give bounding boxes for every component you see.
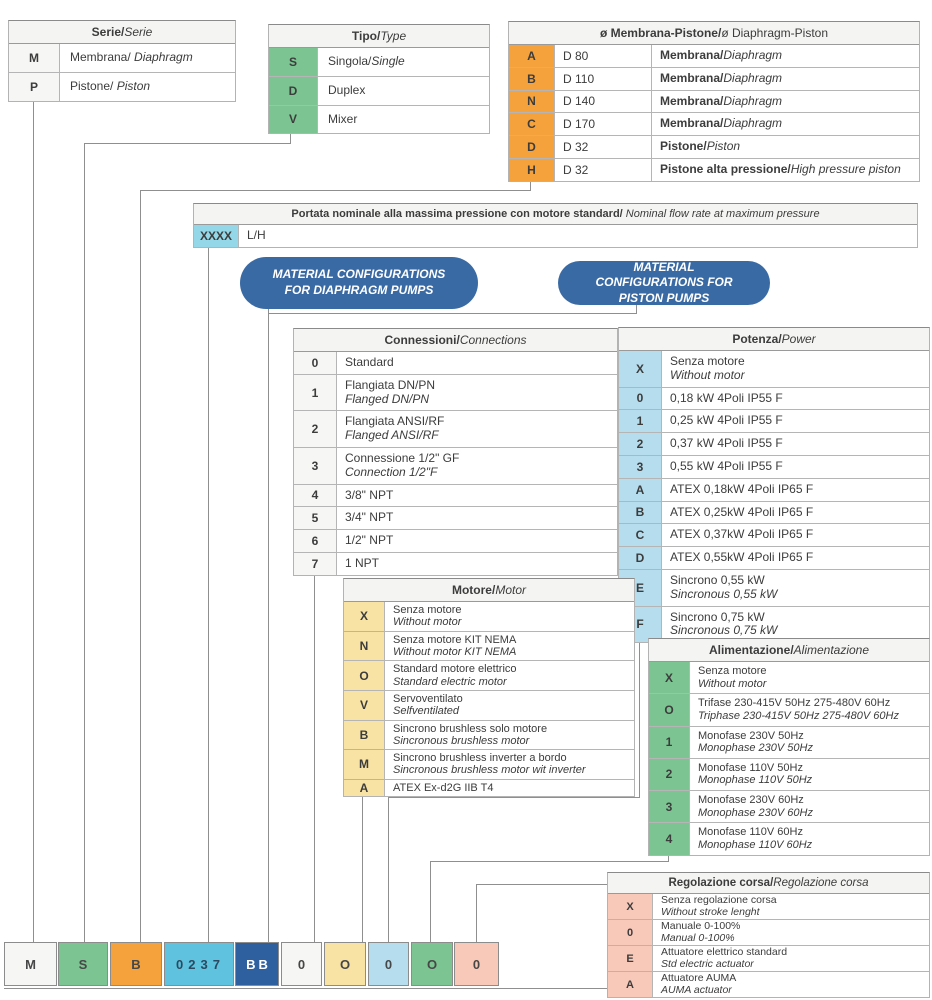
- table-row: [619, 387, 929, 410]
- table-membrana-pistone: [508, 21, 920, 182]
- code-letter-cell: C: [619, 524, 662, 546]
- row-description: Duplex: [328, 82, 366, 97]
- table-row: [608, 971, 929, 997]
- table-row: [294, 447, 617, 484]
- table-row: [509, 112, 919, 135]
- table-row: [649, 693, 929, 725]
- row-description: Membrana/Diaphragm: [660, 93, 783, 108]
- row-description: Membrana/Diaphragm: [660, 116, 783, 131]
- code-segment-value: M: [25, 956, 39, 972]
- table-title: ø Membrana-Pistone/ø Diaphragm-Piston: [509, 22, 919, 45]
- table-row: [344, 660, 634, 690]
- code-letter-cell: F: [619, 607, 662, 643]
- table-title: Regolazione corsa/Regolazione corsa: [608, 873, 929, 894]
- code-segment: [235, 942, 279, 986]
- code-letter-cell: N: [509, 91, 555, 113]
- code-letter-cell: E: [619, 570, 662, 606]
- code-letter-cell: D: [509, 136, 555, 158]
- table-row: [619, 501, 929, 524]
- code-letter-cell: 1: [294, 375, 337, 411]
- row-description: Monofase 230V 50Hz Monophase 230V 50Hz: [698, 729, 813, 755]
- code-letter-cell: 2: [619, 433, 662, 455]
- table-row: [509, 45, 919, 67]
- row-description: 1/2" NPT: [345, 533, 394, 548]
- row-description: Senza regolazione corsa Without stroke lenght: [661, 894, 777, 918]
- table-row: [269, 76, 489, 105]
- code-letter-cell: 6: [294, 530, 337, 552]
- code-letter-cell: O: [649, 694, 690, 725]
- table-row: [619, 455, 929, 478]
- table-row: [344, 779, 634, 796]
- table-row: [608, 894, 929, 919]
- row-description: ATEX 0,18kW 4Poli IP65 F: [670, 481, 814, 496]
- table-row: [509, 90, 919, 113]
- code-letter-cell: B: [619, 502, 662, 524]
- code-letter-cell: H: [509, 159, 555, 181]
- row-description: Pistone/ Piston: [70, 78, 151, 93]
- code-letter-cell: D: [269, 77, 318, 105]
- row-description: Sincrono 0,75 kW Sincronous 0,75 kW: [670, 609, 778, 638]
- code-segment-value: O: [339, 956, 354, 972]
- table-row: [649, 758, 929, 790]
- connector-potenza-jog: [388, 797, 640, 798]
- table-title: Motore/Motor: [344, 579, 634, 602]
- table-portata: [193, 203, 918, 248]
- row-description: Manuale 0-100% Manual 0-100%: [661, 920, 741, 944]
- table-row: [344, 602, 634, 631]
- table-title: Serie/Serie: [9, 21, 235, 44]
- table-alimentazione: [648, 638, 930, 856]
- code-letter-cell: A: [608, 972, 653, 997]
- table-row: [344, 631, 634, 661]
- diameter-cell: D 32: [555, 159, 652, 181]
- code-segment-value: S: [78, 956, 91, 972]
- connector-serie: [33, 96, 34, 942]
- code-letter-cell: A: [619, 479, 662, 501]
- table-row: [269, 105, 489, 134]
- table-row: [649, 726, 929, 758]
- code-letter-cell: A: [509, 45, 555, 67]
- code-segment-value: 0237: [176, 956, 225, 972]
- code-letter-cell: E: [608, 946, 653, 971]
- connector-material: [268, 313, 269, 942]
- table-regolazione-corsa: [607, 872, 930, 998]
- table-row: [9, 72, 235, 101]
- row-description: ATEX Ex-d2G IIB T4: [393, 781, 494, 794]
- code-letter-cell: 1: [649, 727, 690, 758]
- row-description: ATEX 0,25kW 4Poli IP65 F: [670, 504, 814, 519]
- material-config-piston-button: MATERIAL CONFIGURATIONS FOR PISTON PUMPS: [558, 261, 770, 305]
- connector-connessioni: [314, 565, 315, 942]
- code-letter-cell: 0: [619, 388, 662, 410]
- table-row: [294, 410, 617, 447]
- code-letter-cell: N: [344, 632, 385, 661]
- flow-unit-cell: L/H: [247, 228, 266, 242]
- table-potenza: [618, 327, 930, 643]
- table-row: [344, 720, 634, 750]
- code-letter-cell: 3: [649, 791, 690, 822]
- row-description: Membrana/ Diaphragm: [70, 50, 193, 64]
- connector-tipo: [84, 143, 85, 942]
- table-title: Tipo/Type: [269, 25, 489, 48]
- row-description: Attuatore AUMA AUMA actuator: [661, 972, 737, 996]
- connector-buttons-jog: [268, 313, 637, 314]
- table-row: [608, 919, 929, 945]
- code-segment-value: B: [131, 956, 144, 972]
- diameter-cell: D 110: [555, 68, 652, 90]
- code-segment-value: 0: [472, 956, 484, 972]
- table-row: [619, 606, 929, 643]
- code-letter-cell: 5: [294, 507, 337, 529]
- row-description: Monofase 110V 50Hz Monophase 110V 50Hz: [698, 761, 813, 787]
- code-letter-cell: 0: [608, 920, 653, 945]
- diameter-cell: D 170: [555, 113, 652, 135]
- table-tipo: [268, 24, 490, 134]
- table-row: [269, 48, 489, 76]
- code-letter-cell: X: [608, 894, 653, 919]
- table-row: [619, 546, 929, 569]
- table-row: [619, 478, 929, 501]
- row-description: Pistone alta pressione/High pressure piston: [660, 161, 901, 176]
- table-row: [619, 351, 929, 387]
- code-letter-cell: D: [619, 547, 662, 569]
- connector-portata: [208, 240, 209, 942]
- row-description: 1 NPT: [345, 555, 380, 570]
- row-description: Sincrono brushless inverter a bordo Sincronous brushless motor wit inverter: [393, 752, 586, 777]
- code-letter-cell: M: [344, 750, 385, 779]
- material-config-diaphragm-button: MATERIAL CONFIGURATIONS FOR DIAPHRAGM PUMPS: [240, 257, 478, 309]
- table-row: [294, 484, 617, 507]
- code-letter-cell: S: [269, 48, 318, 76]
- row-description: 3/4" NPT: [345, 510, 394, 525]
- code-letter-cell: XXXX: [194, 225, 239, 247]
- row-description: Membrana/Diaphragm: [660, 70, 783, 85]
- row-description: Sincrono brushless solo motore Sincronous brushless motor: [393, 722, 548, 747]
- table-title: Alimentazione/Alimentazione: [649, 639, 929, 662]
- row-description: Singola/Single: [328, 54, 405, 68]
- row-description: 0,37 kW 4Poli IP55 F: [670, 436, 783, 451]
- code-letter-cell: O: [344, 661, 385, 690]
- table-title: Potenza/Power: [619, 328, 929, 351]
- code-segment-value: BB: [246, 956, 271, 972]
- code-letter-cell: A: [344, 780, 385, 796]
- row-description: 0,55 kW 4Poli IP55 F: [670, 458, 783, 473]
- table-row: [344, 690, 634, 720]
- table-row: [649, 790, 929, 822]
- code-segment: [454, 942, 499, 986]
- code-letter-cell: V: [344, 691, 385, 720]
- row-description: Pistone/Piston: [660, 139, 741, 154]
- table-row: [509, 67, 919, 90]
- table-row: [294, 506, 617, 529]
- code-segment-value: 0: [384, 956, 396, 972]
- code-segment: [368, 942, 409, 986]
- row-description: Senza motore KIT NEMA Without motor KIT NEMA: [393, 633, 517, 658]
- row-description: Flangiata DN/PN Flanged DN/PN: [345, 377, 436, 406]
- code-segment-value: O: [426, 956, 441, 972]
- code-letter-cell: P: [9, 73, 60, 101]
- connector-alimentazione-jog: [430, 861, 669, 862]
- table-serie: [8, 20, 236, 102]
- table-row: [608, 945, 929, 971]
- row-description: Mixer: [328, 111, 358, 126]
- code-segment: [324, 942, 366, 986]
- table-row: [509, 135, 919, 158]
- code-segment: [4, 942, 57, 986]
- row-description: ATEX 0,55kW 4Poli IP65 F: [670, 550, 814, 565]
- row-description: Standard: [345, 355, 394, 369]
- connector-alimentazione: [430, 861, 431, 942]
- connector-membrana-jog: [140, 190, 531, 191]
- code-letter-cell: M: [9, 44, 60, 72]
- code-segment: [58, 942, 108, 986]
- connector-motore: [362, 785, 363, 942]
- row-description: Connessione 1/2" GF Connection 1/2"F: [345, 450, 460, 479]
- code-letter-cell: B: [509, 68, 555, 90]
- connector-regolazione: [476, 884, 477, 942]
- connector-tipo-jog: [84, 143, 291, 144]
- code-letter-cell: X: [619, 351, 662, 387]
- diameter-cell: D 80: [555, 45, 652, 67]
- row-description: Sincrono 0,55 kW Sincronous 0,55 kW: [670, 572, 778, 601]
- row-description: Monofase 110V 60Hz Monophase 110V 60Hz: [698, 826, 813, 852]
- row-description: Trifase 230-415V 50Hz 275-480V 60Hz Triphase 230-415V 50Hz 275-480V 60Hz: [698, 697, 899, 722]
- row-description: Senza motore Without motor: [670, 354, 745, 382]
- connector-potenza: [388, 797, 389, 942]
- table-row: [194, 225, 917, 247]
- table-connessioni: [293, 328, 618, 576]
- diameter-cell: D 140: [555, 91, 652, 113]
- row-description: ATEX 0,37kW 4Poli IP65 F: [670, 527, 814, 542]
- code-letter-cell: X: [344, 602, 385, 631]
- diameter-cell: D 32: [555, 136, 652, 158]
- table-row: [9, 44, 235, 72]
- table-row: [619, 409, 929, 432]
- code-letter-cell: 2: [294, 411, 337, 447]
- row-description: Attuatore elettrico standard Std electric actuator: [661, 946, 788, 970]
- code-letter-cell: 1: [619, 410, 662, 432]
- row-description: Senza motore Without motor: [698, 665, 767, 690]
- code-segment: [164, 942, 234, 986]
- row-description: Membrana/Diaphragm: [660, 48, 783, 62]
- connector-membrana: [140, 190, 141, 942]
- code-letter-cell: 3: [619, 456, 662, 478]
- table-row: [619, 523, 929, 546]
- row-description: Standard motore elettrico Standard electric motor: [393, 663, 517, 688]
- connector-potenza-drop: [639, 630, 640, 798]
- table-row: [294, 552, 617, 575]
- table-row: [294, 374, 617, 411]
- connector-regolazione-jog: [476, 884, 608, 885]
- code-letter-cell: X: [649, 662, 690, 693]
- code-letter-cell: 7: [294, 553, 337, 575]
- table-row: [294, 352, 617, 374]
- row-description: 3/8" NPT: [345, 487, 394, 502]
- code-segment: [411, 942, 453, 986]
- row-description: Flangiata ANSI/RF Flanged ANSI/RF: [345, 414, 445, 443]
- row-description: Senza motore Without motor: [393, 604, 462, 629]
- code-letter-cell: C: [509, 113, 555, 135]
- code-letter-cell: B: [344, 721, 385, 750]
- row-description: 0,18 kW 4Poli IP55 F: [670, 390, 783, 405]
- code-segment: [281, 942, 322, 986]
- table-motore: [343, 578, 635, 797]
- code-letter-cell: 3: [294, 448, 337, 484]
- row-description: Servoventilato Selfventilated: [393, 692, 463, 718]
- table-title: Portata nominale alla massima pressione con motore standard/ Nominal flow rate at maximum pressure: [194, 204, 917, 225]
- code-letter-cell: 2: [649, 759, 690, 790]
- table-row: [294, 529, 617, 552]
- table-row: [619, 432, 929, 455]
- code-segment: [110, 942, 162, 986]
- code-letter-cell: 4: [649, 823, 690, 854]
- code-segment-value: 0: [297, 956, 309, 972]
- table-row: [619, 569, 929, 606]
- table-row: [344, 749, 634, 779]
- code-letter-cell: 0: [294, 352, 337, 374]
- table-row: [649, 662, 929, 693]
- table-row: [649, 822, 929, 854]
- table-title: Connessioni/Connections: [294, 329, 617, 352]
- code-letter-cell: 4: [294, 485, 337, 507]
- table-row: [509, 158, 919, 181]
- code-letter-cell: V: [269, 106, 318, 134]
- row-description: Monofase 230V 60Hz Monophase 230V 60Hz: [698, 794, 813, 819]
- row-description: 0,25 kW 4Poli IP55 F: [670, 413, 783, 428]
